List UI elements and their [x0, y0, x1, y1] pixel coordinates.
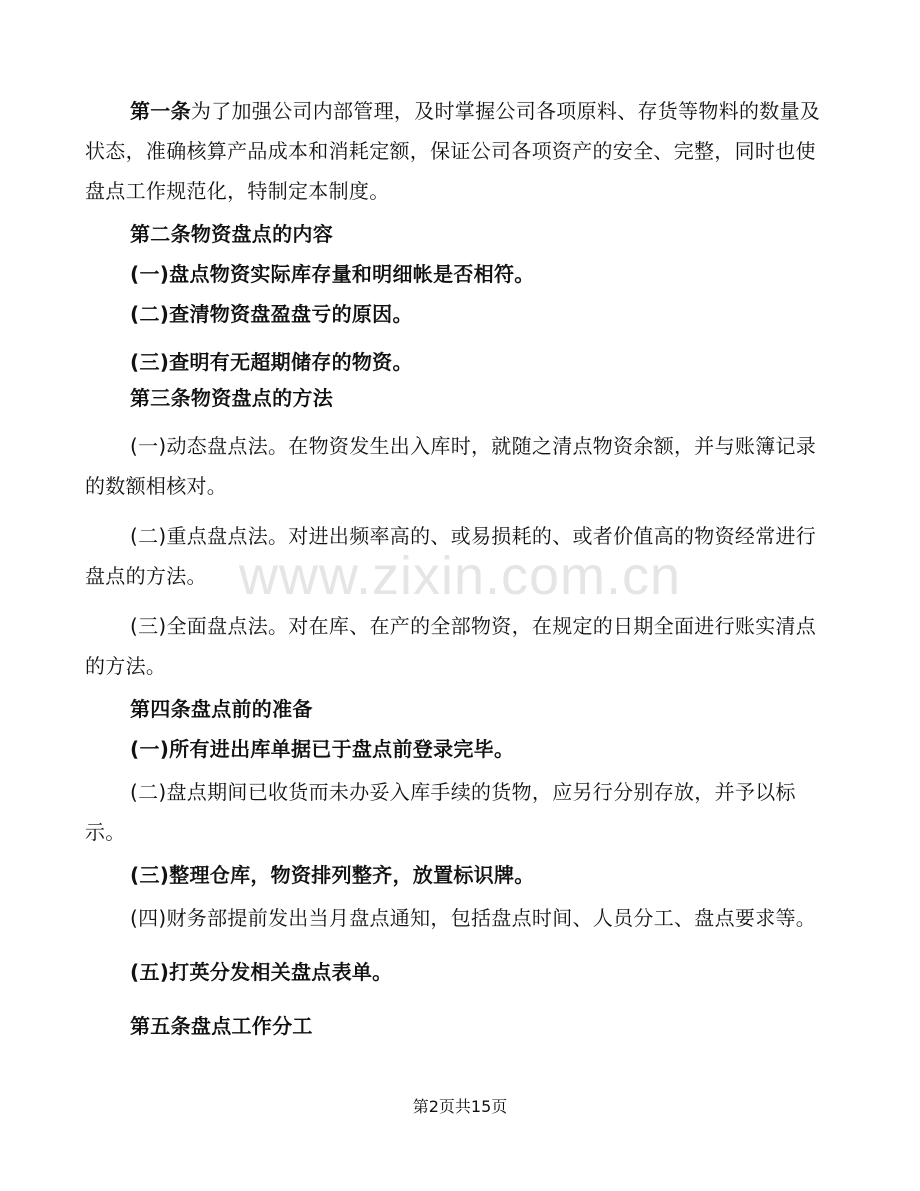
- article-2-item-2: (二)查清物资盘盈盘亏的原因。: [130, 302, 413, 326]
- article-4-item-1: (一)所有进出库单据已于盘点前登录完毕。: [130, 737, 515, 761]
- article-4-item-2: (二)盘点期间已收货而未办妥入库手续的货物，应另行分别存放，并予以标示。: [85, 780, 796, 844]
- article-4-item-3: (三)整理仓库，物资排列整齐，放置标识牌。: [130, 863, 535, 887]
- article-1-paragraph: [85, 91, 830, 211]
- article-4-item-4: (四)财务部提前发出当月盘点通知，包括盘点时间、人员分工、盘点要求等。: [130, 906, 817, 930]
- article-2-item-3: (三)查明有无超期储存的物资。: [130, 350, 413, 374]
- article-5-heading: 第五条盘点工作分工: [130, 1014, 313, 1038]
- page-number: 第2页共15页: [412, 1097, 508, 1116]
- article-3-item-1: (一)动态盘点法。在物资发生出入库时，就随之清点物资余额，并与账簿记录的数额相核对。: [85, 434, 817, 498]
- article-1-label: 第一条: [130, 99, 191, 123]
- article-3-item-2: (二)重点盘点法。对进出频率高的、或易损耗的、或者价值高的物资经常进行盘点的方法。: [85, 524, 817, 588]
- article-2-item-1: (一)盘点物资实际库存量和明细帐是否相符。: [130, 262, 535, 286]
- article-1-text: 为了加强公司内部管理，及时掌握公司各项原料、存货等物料的数量及状态，准确核算产品成本和消耗定额，保证公司各项资产的安全、完整，同时也使盘点工作规范化，特制定本制度。: [85, 99, 821, 203]
- article-4-item-5: (五)打英分发相关盘点表单。: [130, 960, 393, 984]
- document-body: [85, 91, 830, 1046]
- article-2-heading: 第二条物资盘点的内容: [130, 222, 333, 246]
- article-3-heading: 第三条物资盘点的方法: [130, 386, 333, 410]
- article-3-item-3: (三)全面盘点法。对在库、在产的全部物资，在规定的日期全面进行账实清点的方法。: [85, 614, 817, 678]
- watermark-text: www.zixin.com.cn: [238, 546, 682, 606]
- article-4-heading: 第四条盘点前的准备: [130, 697, 313, 721]
